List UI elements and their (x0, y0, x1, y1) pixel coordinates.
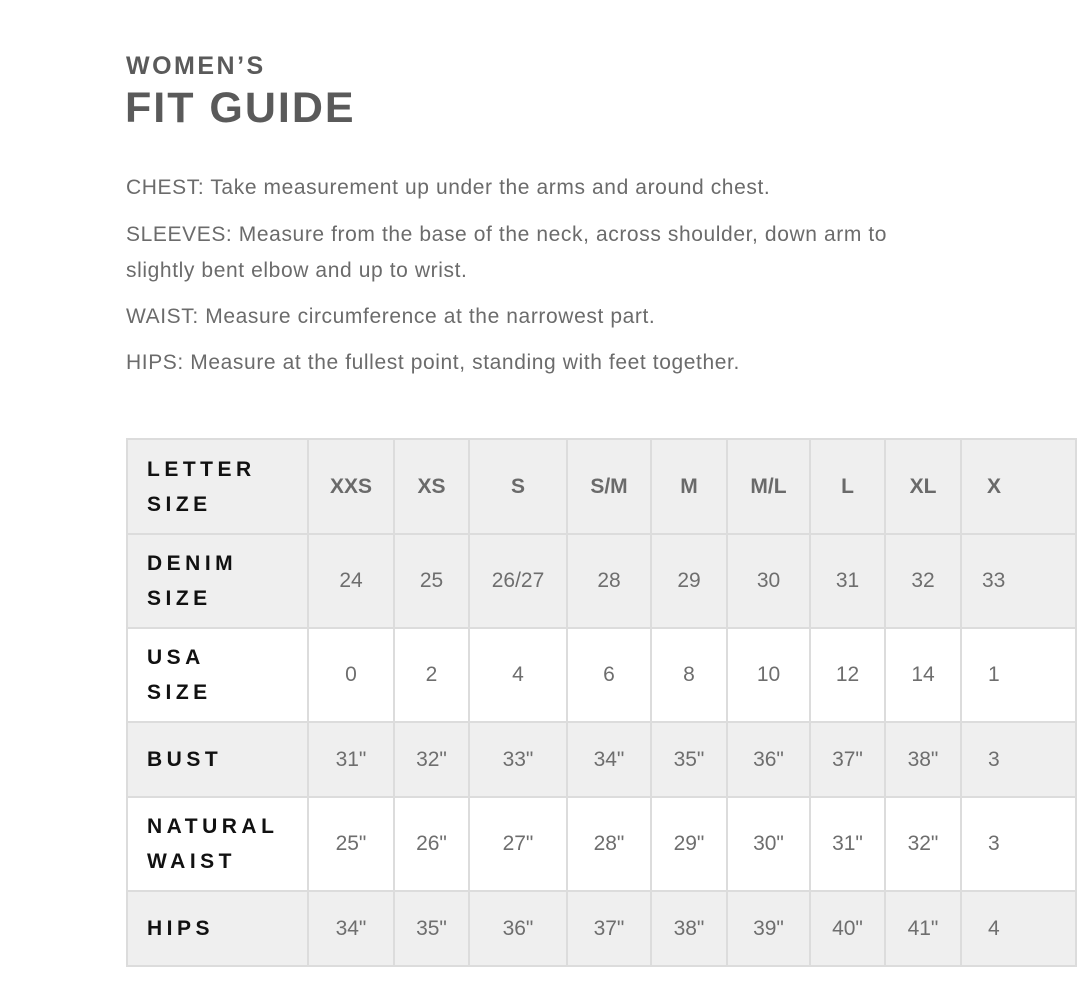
table-cell: 31" (810, 797, 885, 891)
size-table (126, 438, 1077, 967)
table-cell: X (961, 439, 1076, 534)
table-cell: 28 (567, 534, 651, 628)
table-cell: 40" (810, 891, 885, 966)
row-label (127, 439, 308, 534)
table-cell: 2 (394, 628, 469, 722)
table-cell: 25 (394, 534, 469, 628)
table-cell: 41" (885, 891, 961, 966)
table-cell: 4 (961, 891, 1076, 966)
row-label (127, 534, 308, 628)
table-cell: 25" (308, 797, 394, 891)
table-cell: 4 (469, 628, 567, 722)
row-label: BUST (127, 722, 308, 797)
sleeves-instruction-line1: SLEEVES: Measure from the base of the neck, across shoulder, down arm to (126, 223, 888, 246)
table-cell: 31" (308, 722, 394, 797)
row-label-line: DENIM (147, 552, 238, 575)
guide-title: FIT GUIDE (125, 84, 356, 132)
chest-instruction: CHEST: Take measurement up under the arms and around chest. (126, 176, 771, 199)
table-cell: 37" (810, 722, 885, 797)
table-cell: M (651, 439, 727, 534)
table-cell: 37" (567, 891, 651, 966)
table-cell: 38" (885, 722, 961, 797)
table-cell: 34" (308, 891, 394, 966)
table-cell: 30 (727, 534, 810, 628)
table-cell: L (810, 439, 885, 534)
table-cell: XS (394, 439, 469, 534)
table-cell: 3 (961, 797, 1076, 891)
table-cell: 3 (961, 722, 1076, 797)
table-cell: 32" (394, 722, 469, 797)
table-row-bust (127, 722, 1076, 797)
table-cell: XL (885, 439, 961, 534)
waist-instruction: WAIST: Measure circumference at the narrowest part. (126, 305, 656, 328)
row-label-line: SIZE (147, 587, 212, 610)
table-cell: 6 (567, 628, 651, 722)
table-row-usa-size (127, 628, 1076, 722)
table-cell: 24 (308, 534, 394, 628)
row-label: HIPS (127, 891, 308, 966)
table-cell: 36" (469, 891, 567, 966)
row-label-line: WAIST (147, 850, 236, 873)
table-cell: 29" (651, 797, 727, 891)
row-label-line: SIZE (147, 681, 212, 704)
table-cell: 14 (885, 628, 961, 722)
table-cell: 26" (394, 797, 469, 891)
table-row-letter-size (127, 439, 1076, 534)
table-row-natural-waist (127, 797, 1076, 891)
table-cell: 35" (394, 891, 469, 966)
table-cell: 8 (651, 628, 727, 722)
table-row-denim-size (127, 534, 1076, 628)
table-cell: 32" (885, 797, 961, 891)
table-cell: 1 (961, 628, 1076, 722)
table-cell: XXS (308, 439, 394, 534)
sleeves-instruction-line2: slightly bent elbow and up to wrist. (126, 259, 468, 282)
table-cell: 26/27 (469, 534, 567, 628)
table-cell: 30" (727, 797, 810, 891)
table-cell: 27" (469, 797, 567, 891)
table-cell: 33 (961, 534, 1076, 628)
table-cell: 12 (810, 628, 885, 722)
row-label-line: USA (147, 646, 205, 669)
table-cell: 32 (885, 534, 961, 628)
table-cell: 39" (727, 891, 810, 966)
table-cell: S (469, 439, 567, 534)
table-cell: 34" (567, 722, 651, 797)
table-cell: 28" (567, 797, 651, 891)
table-cell: 31 (810, 534, 885, 628)
table-row-hips (127, 891, 1076, 966)
row-label-line: NATURAL (147, 815, 279, 838)
row-label (127, 797, 308, 891)
table-cell: 38" (651, 891, 727, 966)
table-cell: 10 (727, 628, 810, 722)
table-cell: S/M (567, 439, 651, 534)
size-chart (126, 438, 1006, 965)
table-cell: 0 (308, 628, 394, 722)
table-cell: M/L (727, 439, 810, 534)
table-cell: 33" (469, 722, 567, 797)
row-label-line: SIZE (147, 492, 212, 516)
row-label (127, 628, 308, 722)
guide-eyebrow: WOMEN’S (126, 52, 266, 80)
table-cell: 36" (727, 722, 810, 797)
table-cell: 29 (651, 534, 727, 628)
hips-instruction: HIPS: Measure at the fullest point, standing with feet together. (126, 351, 740, 374)
row-label-line: LETTER (147, 457, 256, 481)
table-cell: 35" (651, 722, 727, 797)
